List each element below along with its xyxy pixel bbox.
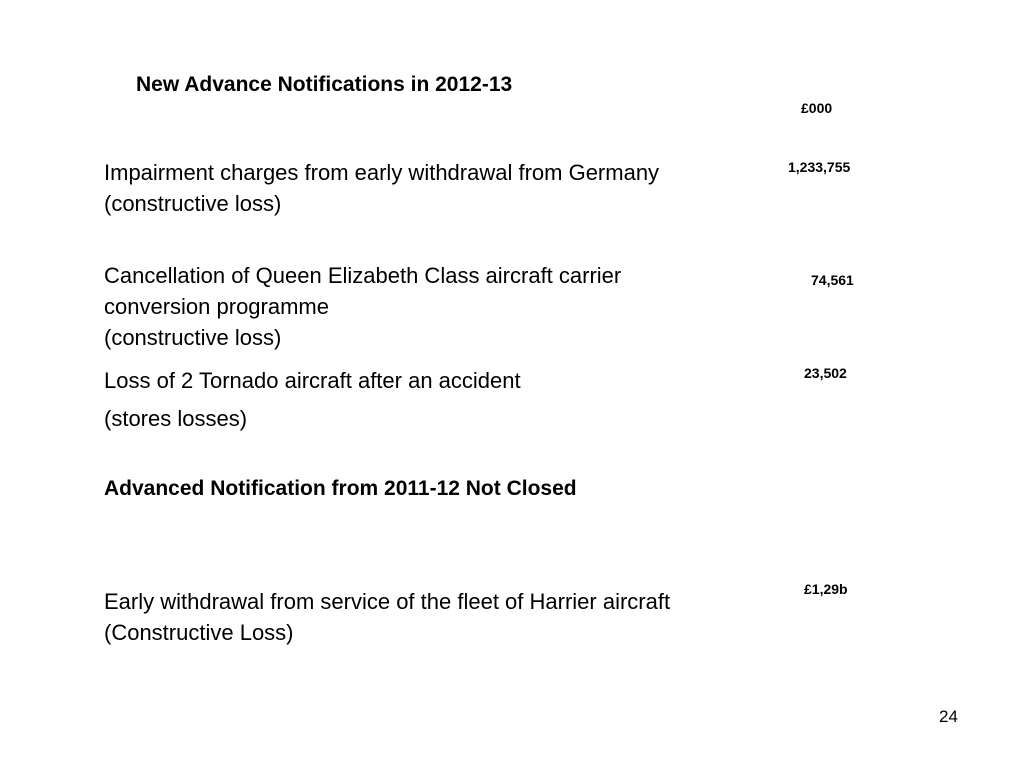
slide-title: New Advance Notifications in 2012-13 — [136, 73, 513, 96]
notification-harrier-withdrawal — [104, 586, 670, 648]
notification-carrier-cancellation — [104, 260, 621, 353]
currency-unit-label: £000 — [801, 100, 833, 116]
amount-harrier-withdrawal: £1,29b — [804, 581, 848, 597]
amount-tornado-loss: 23,502 — [804, 365, 847, 381]
notification-germany-line-2: (constructive loss) — [104, 191, 282, 216]
notification-germany-withdrawal — [104, 157, 659, 219]
notification-tornado-loss — [104, 362, 521, 438]
not-closed-heading: Advanced Notification from 2011-12 Not Closed — [104, 477, 577, 500]
notification-germany-line-1: Impairment charges from early withdrawal from Germany — [104, 160, 660, 185]
notification-harrier-line-1: Early withdrawal from service of the fleet of Harrier aircraft — [104, 589, 671, 614]
notification-carrier-line-3: (constructive loss) — [104, 325, 282, 350]
notification-carrier-line-2: conversion programme — [104, 294, 329, 319]
notification-tornado-line-1: Loss of 2 Tornado aircraft after an accident — [104, 368, 521, 393]
notification-tornado-line-2: (stores losses) — [104, 406, 248, 431]
notification-harrier-line-2: (Constructive Loss) — [104, 620, 294, 645]
amount-germany-withdrawal: 1,233,755 — [788, 159, 851, 175]
amount-carrier-cancellation: 74,561 — [811, 272, 854, 288]
notification-carrier-line-1: Cancellation of Queen Elizabeth Class aircraft carrier — [104, 263, 622, 288]
page-number: 24 — [939, 707, 958, 726]
